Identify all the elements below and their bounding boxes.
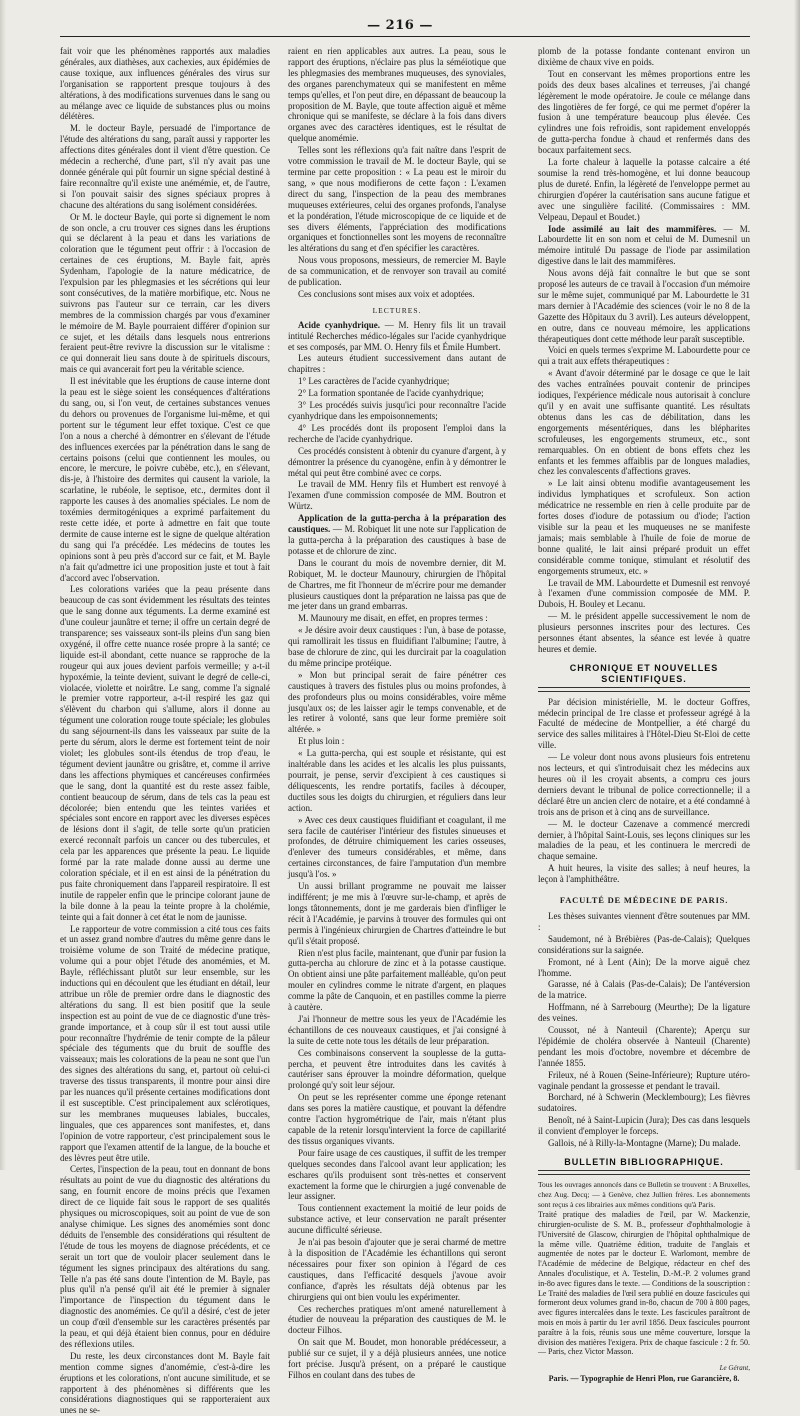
thesis-entry: Saudemont, né à Brébières (Pas-de-Calais); Quelques considérations sur la saignée. (538, 933, 750, 955)
chronicle-title: CHRONIQUE ET NOUVELLES SCIENTIFIQUES. (569, 662, 719, 684)
banner-rule (538, 687, 750, 692)
paragraph: M. Maunoury me disait, en effet, en propres termes : (298, 613, 488, 624)
list-item: 2° La formation spontanée de l'acide cyanhydrique; (298, 388, 484, 399)
paragraph: Ces recherches pratiques m'ont amené naturellement à étudier de nouveau la préparation des caustiques de M. le docteur Filhos. (288, 1303, 506, 1336)
paragraph: Pour faire usage de ces caustiques, il suffit de les tremper quelques secondes dans l'alcool avant leur application; les eschares qu'ils produisent sont très-nettes et conservent exactement la forme que le chirurgien a jugé convenable de leur assigner. (288, 1147, 506, 1202)
page-header (0, 14, 800, 40)
thesis-entry: Fromont, né à Lent (Ain); De la morve aiguë chez l'homme. (538, 956, 750, 978)
paragraph: Du reste, les deux circonstances dont M. Bayle fait mention comme signes d'anomémie, c'est-à-dire les éruptions et les colorations, n'ont aucune similitude, et se rapportent à des phénomènes si différents que les considérations diagnostiques qui se rapporteraient aux unes ne se- (60, 1350, 270, 1416)
paragraph: J'ai l'honneur de mettre sous les yeux de l'Académie les échantillons de ces nouveaux caustiques, et j'ai consigné à la suite de cette note tous les détails de leur préparation. (288, 1013, 506, 1046)
entry-title: Application de la gutta-percha à la préparation des caustiques. (288, 513, 506, 535)
footer-imprint: Paris. — Typographie de Henri Plon, rue Garancière, 8. (548, 1374, 740, 1384)
lecture-entry (538, 224, 750, 268)
entry-text: — M. Robiquet lit une note sur l'application de la gutta-percha à la préparation des caustiques à base de potasse et de chlorure de zinc. (288, 524, 506, 556)
banner-rule (538, 1170, 750, 1175)
paragraph: Les thèses suivantes viennent d'être soutenues par MM. : (538, 910, 750, 932)
thesis-entry: Gallois, né à Rilly-la-Montagne (Marne); Du malade. (548, 1138, 741, 1149)
footer-signer: Le Gérant, (719, 1364, 750, 1373)
paragraph: Nous avons déjà fait connaître le but que se sont proposé les auteurs de ce travail à l'occasion d'un mémoire sur le même sujet, communiqué par M. Labourdette le 31 mars dernier à l'Académie des sciences (voir le no 8 de la Gazette des Hôpitaux du 3 avril). Les auteurs développent, en outre, dans ce nouveau mémoire, les applications thérapeutiques dont cette méthode leur paraît susceptible. (538, 268, 750, 344)
thesis-entry: Coussot, né à Nanteuil (Charente); Aperçu sur l'épidémie de choléra observée à Nanteuil (Charente) pendant les mois d'octobre, novembre et décembre de l'année 1855. (538, 1025, 750, 1068)
paragraph: Le rapporteur de votre commission a cité tous ces faits et un assez grand nombre d'autres du même genre dans le troisième volume de son Traité de médecine pratique, volume qui a pour objet l'étude des anomémies, et M. Bayle, réfléchissant plutôt sur leur ensemble, sur les inductions qui en découlent que les étudiant en détail, leur attribue un rôle de premier ordre dans le diagnostic des altérations du sang. Il est bien positif que la seule inspection est au point de vue de ce diagnostic d'une très-grande importance, et à coup sûr il est tout aussi utile pour reconnaître l'hydrémie de tenir compte de la pâleur spéciale des téguments que du bruit de souffle des vaisseaux; mais les colorations de la peau ne sont que l'un des signes des altérations du sang, et, partout où celui-ci traverse des tissus transparents, il montre pour ainsi dire par les nuances qu'il présente certaines modifications dont il est susceptible. C'est principalement aux sclérotiques, sur les membranes muqueuses labiales, buccales, linguales, que ces apparences sont manifestes, et, dans l'opinion de votre rapporteur, c'est principalement sous le rapport que l'examen attentif de la langue, de la bouche et des lèvres peut être utile. (60, 923, 270, 1163)
list-item: 3° Les procédés suivis jusqu'ici pour reconnaître l'acide cyanhydrique dans les empoisonnements; (288, 400, 506, 421)
bulletin-title: BULLETIN BIBLIOGRAPHIQUE. (564, 1157, 724, 1167)
paragraph: M. le docteur Bayle, persuadé de l'importance de l'étude des altérations du sang, paraît aussi y rapporter les affections dites générales dont il vient d'être question. Ce médecin a recherché, d'une part, s'il n'y avait pas une donnée générale qui pût fournir un signe spécial destiné à faire reconnaître qu'il existe une anémémie, et, de l'autre, si l'on pouvait saisir des signes spéciaux propres à chacune des altérations du sang isolément considérées. (60, 123, 270, 210)
thesis-entry: Benoît, né à Saint-Lupicin (Jura); Des cas dans lesquels il convient d'employer le forceps. (538, 1115, 750, 1137)
thesis-entry: Garasse, né à Calais (Pas-de-Calais); De l'antéversion de la matrice. (538, 979, 750, 1001)
paragraph: Un aussi brillant programme ne pouvait me laisser indifférent; je me mis à l'œuvre sur-le-champ, et après de longs tâtonnements, dont je me garderais bien d'infliger le récit à l'Académie, je parvins à trouver des formules qui ont permis à l'ingénieux chirurgien de Chartres d'atteindre le but qu'il s'était proposé. (288, 881, 506, 946)
page-edge-right (794, 0, 800, 1170)
page-footer (538, 1363, 750, 1385)
page-edge-left (0, 0, 6, 1170)
paragraph: Or M. le docteur Bayle, qui porte si dignement le nom de son oncle, a cru trouver ces signes dans les éruptions qui se déclarent à la peau et dans les variations de coloration que le tégument peut offrir : à l'occasion de certaines de ces éruptions, M. Bayle fait, après Sydenham, l'apologie de la nature médicatrice, de l'expulsion par les phlegmasies et les sécrétions qui leur sont consécutives, de la matière morbifique, etc. Nous ne suivrons pas l'auteur sur ce terrain, car les divers membres de la commission chargés par vous d'examiner le mémoire de M. Bayle pourraient différer d'opinion sur ce sujet, et les détails dans lesquels nous entrerions feraient peut-être revivre la discussion sur le vitalisme : ce qui donnerait lieu sans doute à de spirituels discours, mais ce qui avancerait fort peu la véritable science. (60, 211, 270, 375)
paragraph: Et plus loin : (298, 736, 345, 747)
bulletin-notice: Tous les ouvrages annoncés dans ce Bulletin se trouvent : A Bruxelles, chez Aug. Decq; — à Genève, chez Jullien frères. Les abonnements sont reçus à ces librairies aux mêmes conditions qu'à Paris. (538, 1179, 750, 1209)
paragraph: Le travail de MM. Labourdette et Dumesnil est renvoyé à l'examen d'une commission composée de MM. P. Dubois, H. Bouley et Lecanu. (538, 577, 750, 610)
paragraph: » Mon but principal serait de faire pénétrer ces caustiques à travers des fistules plus ou moins profondes, à des profondeurs plus ou moins considérables, voire même jusqu'aux os; de les laisser agir le temps convenable, et de les retirer à volonté, sans que leur forme première soit altérée. » (288, 669, 506, 735)
column-2 (288, 46, 506, 1380)
paragraph: « La gutta-percha, qui est souple et résistante, qui est inaltérable dans les acides et les alcalis les plus puissants, pourrait, je pense, servir d'excipient à ces caustiques si déliquescents, les rendre portatifs, faciles à découper, ductiles sous les doigts du chirurgien, et réguliers dans leur action. (288, 748, 506, 813)
paragraph: Telles sont les réflexions qu'a fait naître dans l'esprit de votre commission le travail de M. le docteur Bayle, qui se termine par cette proposition : « La peau est le miroir du sang, » que nous modifierons de cette façon : L'examen direct du sang, l'inspection de la peau des membranes muqueuses extérieures, celui des organes profonds, l'analyse et la pondération, l'étude microscopique de ce liquide et de ses divers éléments, l'appréciation des modifications organiques et fonctionnelles sont les moyens de reconnaître les altérations du sang et d'en spécifier les caractères. (288, 145, 506, 254)
section-heading-lectures: LECTURES. (372, 305, 422, 315)
bulletin-entry: Traité pratique des maladies de l'œil, par W. Mackenzie, chirurgien-oculiste de S. M. B., professeur d'ophthalmologie à l'Université de Glascow, chirurgien de l'hôpital ophthalmique de la même ville. Quatrième édition, traduite de l'anglais et augmentée de notes par le docteur E. Warlomont, membre de l'Académie de médecine de Belgique, rédacteur en chef des Annales d'oculistique, et A. Testelin, D.-M.-P. 2 volumes grand in-8o avec figures dans le texte. — Conditions de la souscription : Le Traité des maladies de l'œil sera publié en douze fascicules qui formeront deux volumes grand in-8o, chacun de 700 à 800 pages, avec figures intercalées dans le texte. Les fascicules paraîtront de mois en mois à partir du 1er avril 1856. Deux fascicules pourront paraître à la fois, réunis sous une même couverture, lorsque la division des matières l'exigera. Prix de chaque fascicule : 2 fr. 50. — Paris, chez Victor Masson. (538, 1210, 750, 1357)
paragraph: Voici en quels termes s'exprime M. Labourdette pour ce qui a trait aux effets thérapeutiques : (538, 345, 750, 367)
thesis-entry: Frileux, né à Rouen (Seine-Inférieure); Rupture utéro-vaginale pendant la grossesse et pendant le travail. (538, 1069, 750, 1091)
paragraph: Le travail de MM. Henry fils et Humbert est renvoyé à l'examen d'une commission composée de MM. Boutron et Würtz. (288, 479, 506, 512)
thesis-entry: Borchard, né à Schwerin (Mecklembourg); Les fièvres sudatoires. (538, 1092, 750, 1114)
paragraph: Par décision ministérielle, M. le docteur Goffres, médecin principal de 1re classe et professeur agrégé à la Faculté de médecine de Montpellier, a été chargé du service des salles militaires à l'Hôtel-Dieu St-Eloi de cette ville. (538, 696, 750, 751)
paragraph: Dans le courant du mois de novembre dernier, dit M. Robiquet, M. le docteur Maunoury, chirurgien de l'hôpital de Chartres, me fit l'honneur de m'écrire pour me demander plusieurs caustiques dont la préparation ne laissa pas que de me jeter dans un grand embarras. (288, 557, 506, 612)
entry-title: Iode assimilé au lait des mammifères. (548, 223, 717, 234)
entry-text: — M. Henry fils lit un travail intitulé Recherches médico-légales sur l'acide cyanhydrique et ses composés, par MM. O. Henry fils et Émile Humbert. (288, 319, 506, 352)
entry-text: — M. Labourdette lit en son nom et celui de M. Dumesnil un mémoire intitulé Du passage de l'iode par assimilation digestive dans le lait des mammifères. (538, 223, 751, 267)
paragraph: Les auteurs étudient successivement dans autant de chapitres : (288, 353, 506, 375)
lecture-entry (288, 320, 506, 353)
entry-title: Acide cyanhydrique. (298, 319, 381, 330)
list-item: 1° Les caractères de l'acide cyanhydrique; (298, 376, 450, 387)
paragraph: A huit heures, la visite des salles; à neuf heures, la leçon à l'amphithéâtre. (538, 863, 750, 885)
paragraph: plomb de la potasse fondante contenant environ un dixième de chaux vive en poids. (538, 46, 750, 67)
list-item: 4° Les procédés dont ils proposent l'emploi dans la recherche de l'acide cyanhydrique. (288, 422, 506, 444)
paragraph: Certes, l'inspection de la peau, tout en donnant de bons résultats au point de vue du diagnostic des altérations du sang, en fournit encore de moins précis que l'examen direct de ce liquide fait sous le rapport de ses qualités physiques ou microscopiques, soit au point de vue de son analyse chimique. Les signes des anomémies sont donc déduits de l'ensemble des considérations qui résultent de l'étude de tous les moyens de diagnose précédents, et ce serait un tort que de vouloir placer seulement dans le tégument les signes principaux des altérations du sang. Telle n'a pas été sans doute l'intention de M. Bayle, pas plus qu'il n'a pensé qu'il ait été le premier à signaler l'importance de l'inspection du tégument dans le diagnostic des anomémies. Ce qu'il a désiré, c'est de jeter un coup d'œil d'ensemble sur les caractères présentés par la peau, et qui déjà étaient bien connus, pour en déduire des réflexions utiles. (60, 1164, 270, 1349)
paragraph: Ces conclusions sont mises aux voix et adoptées. (298, 288, 475, 299)
bulletin-body (538, 1180, 750, 1357)
paragraph: « Je désire avoir deux caustiques : l'un, à base de potasse, qui ramollirait les tissus en fluidifiant l'albumine; l'autre, à base de chlorure de zinc, qui les durcirait par la coagulation du même principe protéique. (288, 625, 506, 668)
header-rule (60, 36, 750, 37)
paragraph: Ces procédés consistent à obtenir du cyanure d'argent, à y démontrer la présence du cyanogène, enfin à y démontrer le métal qui peut être combiné avec ce corps. (288, 445, 506, 478)
paragraph: On sait que M. Boudet, mon honorable prédécesseur, a publié sur ce sujet, il y a déjà plusieurs années, une notice fort précise. Jusqu'à présent, on a préparé le caustique Filhos en coulant dans des tubes de (288, 1337, 506, 1380)
paragraph: Rien n'est plus facile, maintenant, que d'unir par fusion la gutta-percha au chlorure de zinc et à la potasse caustique. On obtient ainsi une pâte parfaitement malléable, qu'on peut mouler en cylindres comme le nitrate d'argent, en plaques comme la pâte de Canquoin, et en pastilles comme la pierre à cautère. (288, 947, 506, 1013)
paragraph: » Le lait ainsi obtenu modifie avantageusement les individus lymphatiques et scrofuleux. Son action médicatrice ne ressemble en rien à celle produite par de fortes doses d'iodure de potassium ou d'iode; l'action visible sur la peau et les muqueuses ne se manifeste jamais; mais semblable à l'huile de foie de morue de bonne qualité, le lait ainsi préparé produit un effet considérable comme tonique, stimulant et résolutif des engorgements strumeux, etc. » (538, 478, 750, 576)
paragraph: Il est inévitable que les éruptions de cause interne dont la peau est le siège soient les conséquences d'altérations du sang, ou, si l'on veut, de certaines substances venues du dehors ou provenues de l'organisme lui-même, et qui portent sur le tégument leur effet toxique. C'est ce que l'on a nous a cherché à démontrer en s'élevant de l'étude des influences exercées par la pénétration dans le sang de certains poisons (celui que contiennent les moules, ou encore, le mercure, le poivre cubèbe, etc.), en s'élevant, dis-je, à l'histoire des dermites qui causent la variole, la scarlatine, le rubéole, le septisoe, etc., dermites dont il rapporte les causes à des anomalies spéciales. Le nom de toxémies dermitogéniques a exprimé parfaitement du reste cette idée, et porte à admettre en fait que toute dermite de cause interne est le signe de quelque altération du sang qui l'a précédée. Les médecins de toutes les opinions sont à peu près d'accord sur ce fait, et M. Bayle n'a fait qu'admettre ici une proposition juste et tout à fait d'accord avec l'observation. (60, 376, 270, 583)
page-number: — 216 — (367, 18, 433, 33)
paragraph: Je n'ai pas besoin d'ajouter que je serai charmé de mettre à la disposition de l'Académie les échantillons qui seront nécessaires pour fixer son opinion à l'égard de ces caustiques, dans l'efficacité desquels j'avoue avoir confiance, d'après les résultats déjà obtenus par les chirurgiens qui ont bien voulu les expérimenter. (288, 1237, 506, 1302)
paragraph: La forte chaleur à laquelle la potasse calcaire a été soumise la rend très-homogène, et lui donne beaucoup plus de dureté. Enfin, la légèreté de l'enveloppe permet au chirurgien d'opérer la cautérisation sans aucune fatigue et avec une singulière facilité. (Commissaires : MM. Velpeau, Depaul et Boudet.) (538, 157, 750, 222)
paragraph: Tout en conservant les mêmes proportions entre les poids des deux bases alcalines et terreuses, j'ai changé légèrement le mode opératoire. Je coule ce mélange dans des lingotières de fer forgé, ce qui me permet d'opérer la fusion à une température beaucoup plus élevée. Ces cylindres une fois refroidis, sont rapidement enveloppés de gutta-percha fondue à chaud et renfermés dans des bocaux parfaitement secs. (538, 68, 750, 156)
paragraph: Nous vous proposons, messieurs, de remercier M. Bayle de sa communication, et de renvoyer son travail au comité de publication. (288, 255, 506, 288)
paragraph: raient en rien applicables aux autres. La peau, sous le rapport des éruptions, n'éclaire pas plus la séméiotique que les phlegmasies des membranes muqueuses, des synoviales, des organes parenchymateux qui se manifestent en même temps qu'elles, et l'on peut dire, en dépassant de beaucoup la proposition de M. Bayle, que toute affection aiguë et même chronique qui se manifeste, se déclare à la fois dans divers organes avec des caractères identiques, est le résultat de quelque anomémie. (288, 46, 506, 144)
paragraph: On peut se les représenter comme une éponge retenant dans ses pores la matière caustique, et pouvant la défendre contre l'action hygrométrique de l'air, mais n'étant plus capable de la retenir lorsqu'intervient la force de capillarité des tissus organiques vivants. (288, 1092, 506, 1146)
paragraph: Ces combinaisons conservent la souplesse de la gutta-percha, et peuvent être introduites dans les cavités à cautériser sans éprouver la moindre déformation, quelque prolongé qu'y soit leur séjour. (288, 1047, 506, 1091)
column-3 (538, 46, 751, 1384)
paragraph: « Avant d'avoir déterminé par le dosage ce que le lait des vaches entraînées pouvait contenir de principes iodiques, l'expérience médicale nous autorisait à conclure qu'il y en avait une suffisante quantité. Les résultats obtenus dans les cas de débilitation, dans les engorgements mésentériques, dans les blépharites scrofuleuses, les engorgements strumeux, etc., sont remarquables. On en obtient de bons effets chez les enfants et les femmes affaiblis par de longues maladies, chez les convalescents d'affections graves. (538, 368, 750, 477)
paragraph: » Avec ces deux caustiques fluidifiant et coagulant, il me sera facile de cautériser l'intérieur des fistules sinueuses et profondes, de détruire chimiquement les caries osseuses, d'enlever des tumeurs considérables, et même, dans certaines circonstances, de faire l'amputation d'un membre jusqu'à l'os. » (288, 814, 506, 880)
paragraph: Tous contiennent exactement la moitié de leur poids de substance active, et leur conservation ne paraît présenter aucune difficulté sérieuse. (288, 1203, 506, 1236)
lecture-entry (288, 513, 506, 557)
chronicle-banner (538, 663, 750, 692)
paragraph: — Le voleur dont nous avons plusieurs fois entretenu nos lecteurs, et qui s'introduisait chez les médecins aux heures où il les croyait absents, a compru ces jours derniers devant le tribunal de police correctionnelle; il a déclaré être un ancien clerc de notaire, et a été condamné à trois ans de prison et à cinq ans de surveillance. (538, 752, 750, 817)
bulletin-banner (538, 1157, 750, 1175)
column-1 (60, 46, 270, 1416)
paragraph: fait voir que les phénomènes rapportés aux maladies générales, aux diathèses, aux cachexies, aux épidémies de cause toxique, aux influences générales des virus sur l'organisation se rapportent presque toujours à des altérations, à des modifications survenues dans le sang ou au mélange avec ce liquide de substances plus ou moins délétères. (60, 46, 270, 122)
thesis-entry: Hoffmann, né à Sarrebourg (Meurthe); De la ligature des veines. (538, 1002, 750, 1024)
paragraph: — M. le président appelle successivement le nom de plusieurs personnes inscrites pour des lectures. Ces personnes étant absentes, la séance est levée à quatre heures et demie. (538, 611, 750, 654)
paragraph: — M. le docteur Cazenave a commencé mercredi dernier, à l'hôpital Saint-Louis, ses leçons cliniques sur les maladies de la peau, et les continuera le mercredi de chaque semaine. (538, 818, 750, 862)
paragraph: Les colorations variées que la peau présente dans beaucoup de cas sont évidemment les résultats des teintes que le sang donne aux téguments. La derme examiné est d'une couleur jaunâtre et terne; il offre un certain degré de transparence; ses vaisseaux sont-ils pleins d'un sang bien oxygéné, il offre cette nuance rosée propre à la santé; ce liquide est-il abondant, cette nuance se rapproche de la rougeur qui aux joues devient parfois vermeille; y a-t-il hypoxémie, la teinte devient, suivant le degré de celle-ci, violacée, violette et noirâtre. Le sang, comme l'a signalé le premier votre rapporteur, a-t-il respiré les gaz qui s'élèvent du charbon qui s'allume, alors il donne au tégument une coloration rouge toute spéciale; les globules du sang séjournent-ils dans les vaisseaux par suite de la perte du sérum, alors le derme est fortement teint de noir violet; les globules sont-ils étendus de trop d'eau, le tégument devient jaunâtre ou grisâtre, et, comme il arrive dans les affections phymiques et cancéreuses confirmées que le sang, dont la quantité est du reste assez faible, contient beaucoup de sérum, dans de tels cas la peau est décolorée; bien entendu que les teintes variées et spéciales sont encore en rapport avec les diverses espèces de lésions dont il s'agit, de telle sorte qu'un praticien exercé reconnaît parfois un cancer ou des tubercules, et cela par les apparences que présente la peau. Le liquide formé par la rate malade donne aussi au derme une coloration spéciale, et il en est ainsi de la pénétration du pus faite chroniquement dans l'appareil respiratoire. Il est inutile de rappeler enfin que le principe colorant jaune de la bile donne à la peau la teinte propre à la cholémie, teinte qui a fait donner à cet état le nom de jaunisse. (60, 584, 270, 922)
faculty-title: FACULTÉ DE MÉDECINE DE PARIS. (559, 895, 729, 906)
